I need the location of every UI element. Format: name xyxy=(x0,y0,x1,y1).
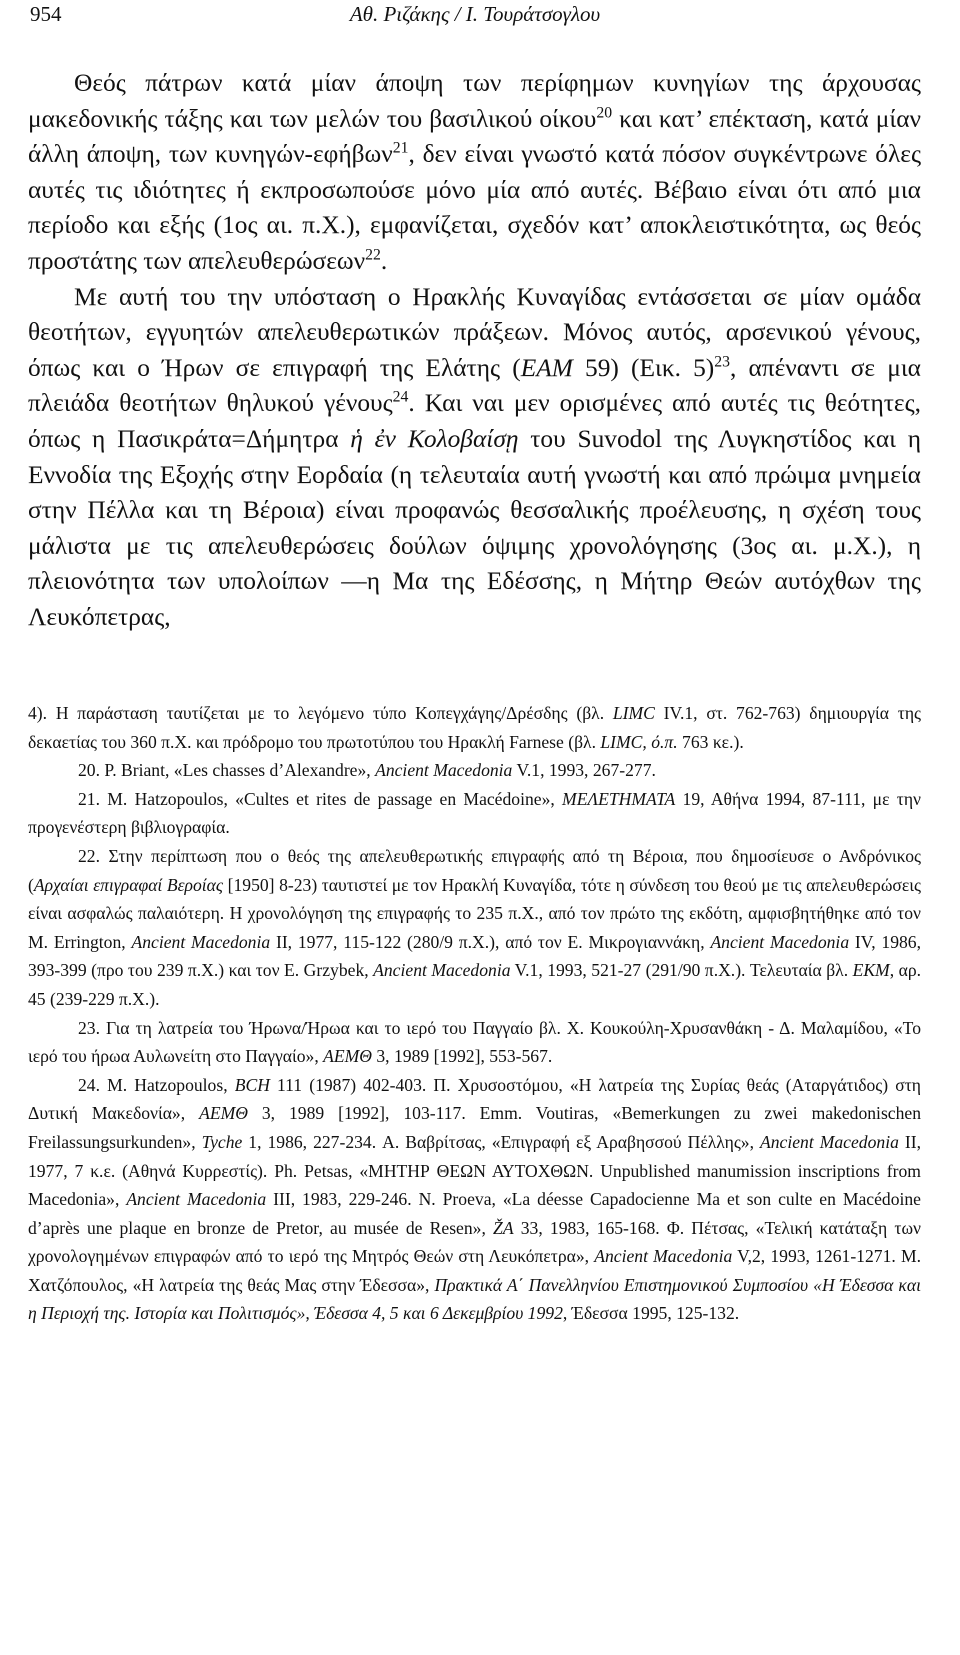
italic-text: Ancient Macedonia xyxy=(594,1246,733,1267)
text-run: , Έδεσσα 1995, 125-132. xyxy=(562,1303,740,1324)
footnote-ref: 20 xyxy=(596,104,613,122)
footnote-ref: 24 xyxy=(392,388,409,406)
text-run: II, 1977, 7 κ.ε. (Αθηνά Κυρρεστίς). Ph. Petsas, «ΜΗΤΗΡ ΘΕΩΝ ΑΥΤΟΧΘΩΝ. Unpublished manumission inscriptions from Macedonia», xyxy=(28,1131,922,1210)
text-run: V.1, 1993, 267-277. xyxy=(512,760,656,781)
italic-text: Ancient Macedonia xyxy=(126,1189,267,1210)
text-run: Με αυτή του την υπόσταση ο Ηρακλής Κυναγίδας εντάσσεται σε μίαν ομάδα θεοτήτων, εγγυητών απελευθερωτικών πράξεων. Μόνος αυτός, αρσενικού γένους, όπως και ο Ήρων σε επιγραφή της Ελάτης ( xyxy=(28,282,921,382)
text-run: 3, 1989 [1992], 553-567. xyxy=(371,1046,553,1067)
text-run: 24. M. Hatzopoulos, xyxy=(78,1074,235,1095)
italic-text: ΜΕΛΕΤΗΜΑΤΑ xyxy=(562,788,676,809)
footnote-20 xyxy=(28,756,921,785)
italic-text: ΕΑΜ xyxy=(520,353,573,382)
footnote-23 xyxy=(28,1014,921,1071)
italic-text: BCH xyxy=(234,1074,270,1095)
italic-text: ΑΕΜΘ xyxy=(199,1103,248,1124)
text-run: , αρ. 45 (239-229 π.Χ.). xyxy=(28,960,921,1009)
italic-text: Ancient Macedonia xyxy=(710,931,850,952)
italic-text: LIMC xyxy=(612,703,655,723)
text-run: 20. P. Briant, «Les chasses d’Alexandre», xyxy=(78,760,376,781)
footnotes xyxy=(28,699,921,1328)
italic-text: LIMC, ό.π. xyxy=(600,731,678,752)
text-run: 763 κε.). xyxy=(677,731,744,752)
italic-text: Πρακτικά Α΄ Πανελληνίου Επιστημονικού Συμποσίου «Η Έδεσσα και η Περιοχή της. Ιστορία και Πολιτισμός», Έδεσσα 4, 5 και 6 Δεκεμβρίου 1992 xyxy=(28,1274,921,1324)
text-run: V.1, 1993, 521-27 (291/90 π.Χ.). Τελευταία βλ. xyxy=(510,960,853,981)
page-number: 954 xyxy=(30,2,62,26)
footnote-ref: 23 xyxy=(714,353,730,371)
text-run: του Suvodol της Λυγκηστίδος και η Εννοδία της Εξοχής στην Εορδαία (η τελευταία αυτή γνωστή και από πρώιμα μνημεία στην Πέλλα και τη Βέροια) είναι προφανώς θεσσαλικής προέλευσης, η σχέση τους μάλιστα με τις απελευθερώσεις δούλων όψιμης χρονολόγησης (3ος αι. μ.Χ.), η πλειονότητα των υπολοίπων —η Μα της Εδέσσης, η Μήτηρ Θεών αυτόχθων της Λευκόπετρας, xyxy=(28,424,922,631)
text-run: 21. M. Hatzopoulos, «Cultes et rites de passage en Macédoine», xyxy=(78,788,563,809)
text-run: και κατ’ επέκταση, κατά μίαν άλλη άποψη, των κυνηγών-εφήβων xyxy=(28,104,921,169)
footnote-21 xyxy=(28,785,921,842)
text-run: 22. Στην περίπτωση που ο θεός της απελευθερωτικής επιγραφής από τη Βέροια, που δημοσίευσε ο Ανδρόνικος ( xyxy=(28,845,921,895)
text-run: IV.1, στ. 762-763) δημιουργία της δεκαετίας του 360 π.Χ. και πρόδρομο του πρωτοτύπου του Ηρακλή Farnese (βλ. xyxy=(28,703,921,752)
text-run: , δεν είναι γνωστό κατά πόσον συγκέντρωνε όλες αυτές τις ιδιότητες ή εκπροσωπούσε μόνο μία από αυτές. Βέβαιο είναι ότι από μια περίοδο και εξής (1ος αι. π.Χ.), εμφανίζεται, σχεδόν κατ’ αποκλειστικότητα, ως θεός προστάτης των απελευθερώσεων xyxy=(28,140,922,275)
text-run: Θεός πάτρων κατά μίαν άποψη των περίφημων κυνηγίων της άρχουσας μακεδονικής τάξης και των μελών του βασιλικού οίκου xyxy=(28,69,921,133)
text-run: 4). Η παράσταση ταυτίζεται με το λεγόμενο τύπο Κοπεγχάγης/Δρέσδης (βλ. xyxy=(28,703,613,723)
text-run: 23. Για τη λατρεία του Ήρωνα/Ήρωα και το ιερό του Παγγαίο βλ. Χ. Κουκούλη-Χρυσανθάκη - Δ. Μαλαμίδου, «Το ιερό του ήρωα Αυλωνείτη στο Παγγαίο», xyxy=(28,1017,921,1067)
text-run: 33, 1983, 165-168. Φ. Πέτσας, «Τελική κατάταξη των χρονολογημένων επιγραφών από το ιερό της Μητρός Θεών στη Λευκόπετρα», xyxy=(28,1217,922,1267)
text-run: V,2, 1993, 1261-1271. Μ. Χατζόπουλος, «Η λατρεία της θεάς Μας στην Έδεσσα», xyxy=(28,1246,921,1295)
main-text xyxy=(28,66,921,636)
text-run: , απέναντι σε μια πλειάδα θεοτήτων θηλυκού γένους xyxy=(28,353,921,418)
page-header xyxy=(30,2,920,32)
text-run: II, 1977, 115-122 (280/9 π.Χ.), από τον Ε. Μικρογιαννάκη, xyxy=(270,931,711,952)
text-run: IV, 1986, 393-399 (προ του 239 π.Χ.) και τον E. Grzybek, xyxy=(28,931,922,981)
italic-text: Ancient Macedonia xyxy=(131,931,271,952)
italic-text: ΑΕΜΘ xyxy=(323,1046,372,1067)
text-run: 3, 1989 [1992], 103-117. Emm. Voutiras, «Bemerkungen zu zwei makedonischen Freilassungsurkunden», xyxy=(28,1103,922,1152)
italic-text: Ancient Macedonia xyxy=(760,1131,899,1152)
footnote-22 xyxy=(28,842,921,1014)
text-run: III, 1983, 229-246. N. Proeva, «La déesse Capadocienne Ma et son culte en Macédoine d’après une plaque en bronze de Pretor, au musée de Resen», xyxy=(28,1189,921,1238)
footnote-ref: 22 xyxy=(365,246,381,264)
italic-text: Ancient Macedonia xyxy=(373,960,511,981)
text-run: 1, 1986, 227-234. Α. Βαβρίτσας, «Επιγραφή εξ Αραβησσού Πέλλης», xyxy=(242,1131,760,1152)
text-run: 111 (1987) 402-403. Π. Χρυσοστόμου, «Η λατρεία της Συρίας θεάς (Αταργάτιδος) στη Δυτική Μακεδονία», xyxy=(28,1074,921,1124)
text-run: . Και ναι μεν ορισμένες από αυτές τις θεότητες, όπως η Πασικράτα=Δήμητρα xyxy=(28,389,921,453)
footnote-ref: 21 xyxy=(392,139,409,157)
text-run: . xyxy=(380,246,388,275)
text-run: 19, Αθήνα 1994, 87-111, με την προγενέστερη βιβλιογραφία. xyxy=(28,788,921,838)
footnote-24 xyxy=(28,1071,921,1328)
paragraph xyxy=(28,280,921,636)
text-run: 59) (Εικ. 5) xyxy=(572,353,715,382)
footnote-continuation xyxy=(28,699,921,756)
italic-text: ἡ ἐν Κολοβαίσῃ xyxy=(350,424,519,453)
text-run: [1950] 8-23) ταυτιστεί με τον Ηρακλή Κυναγίδα, τότε η σύνδεση του θεού με τις απελευθερώσεις είναι ασφαλώς παλαιότερη. Η χρονολόγηση της επιγραφής το 235 π.Χ., από τον πρώτο της εκδότη, αμφισβητήθηκε από τον M. Errington, xyxy=(28,874,921,952)
running-head: Αθ. Ριζάκης / Ι. Τουράτσογλου xyxy=(349,2,601,26)
italic-text: ΕΚΜ xyxy=(852,960,890,981)
italic-text: Ancient Macedonia xyxy=(375,760,513,781)
italic-text: Αρχαίαι επιγραφαί Βεροίας xyxy=(33,874,224,895)
italic-text: ŽA xyxy=(493,1217,514,1238)
paragraph xyxy=(28,66,921,280)
italic-text: Tyche xyxy=(201,1131,243,1152)
